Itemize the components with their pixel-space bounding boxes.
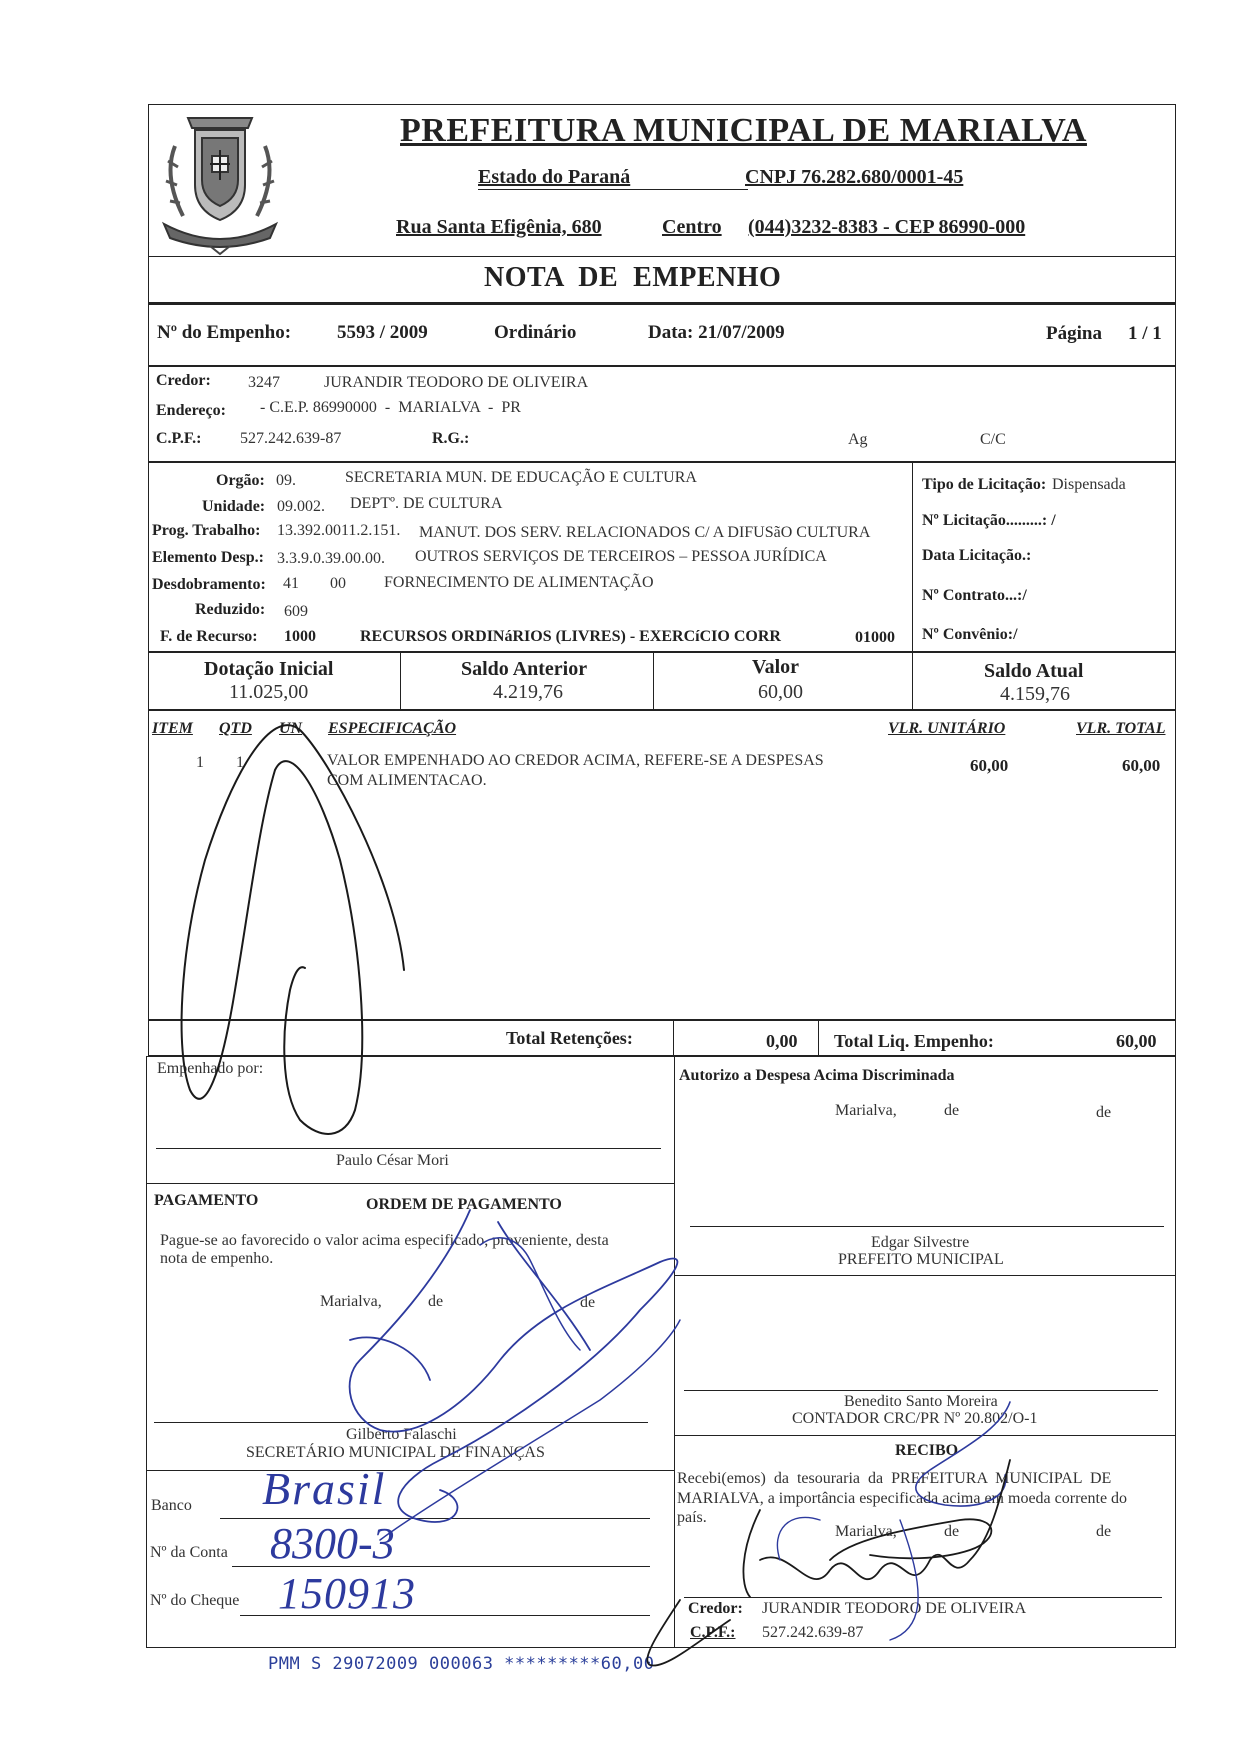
secretario-name: Gilberto Falaschi [346, 1426, 457, 1443]
desdobramento-label: Desdobramento: [152, 576, 266, 593]
phone-cep: (044)3232-8383 - CEP 86990-000 [748, 216, 1026, 238]
tipo-licitacao-value: Dispensada [1052, 476, 1126, 493]
numero-convenio: Nº Convênio:/ [922, 626, 1018, 643]
empenho-date: Data: 21/07/2009 [648, 322, 785, 343]
row-unit-value: 60,00 [970, 756, 1009, 775]
contador-role: CONTADOR CRC/PR Nº 20.802/O-1 [792, 1410, 1038, 1427]
elemento-code: 3.3.9.0.39.00.00. [277, 550, 385, 567]
recibo-signature-line [684, 1597, 1162, 1598]
recibo-text-1: Recebi(emos) da tesouraria da PREFEITURA MUNICIPAL DE [677, 1470, 1112, 1487]
credor-label: Credor: [156, 372, 211, 389]
desdobramento-code-2: 00 [330, 575, 346, 592]
prefeito-role: PREFEITO MUNICIPAL [838, 1251, 1004, 1268]
pagamento-text-1: Pague-se ao favorecido o valor acima especificado, proveniente, desta [160, 1232, 609, 1249]
prog-trabalho-code: 13.392.0011.2.151. [277, 522, 401, 539]
cpf-label: C.P.F.: [156, 430, 202, 447]
fonte-recurso-code-2: 01000 [855, 629, 895, 646]
autorizo-signature-line [690, 1226, 1164, 1227]
cheque-label: Nº do Cheque [150, 1592, 240, 1609]
pagamento-text-2: nota de empenho. [160, 1250, 274, 1267]
pagamento-city: Marialva, [320, 1293, 382, 1310]
recibo-title: RECIBO [895, 1442, 959, 1459]
page-label: Página [1046, 323, 1102, 344]
numero-contrato: Nº Contrato...:/ [922, 587, 1027, 604]
fonte-recurso-code: 1000 [284, 628, 316, 645]
reduzido-value: 609 [284, 603, 308, 620]
total-retencoes-value: 0,00 [766, 1031, 798, 1051]
conta-label: Nº da Conta [150, 1544, 228, 1561]
prefeito-name: Edgar Silvestre [871, 1234, 970, 1251]
pagamento-signature-line [154, 1422, 648, 1423]
elemento-label: Elemento Desp.: [152, 549, 264, 566]
autorizo-label: Autorizo a Despesa Acima Discriminada [679, 1067, 955, 1084]
desdobramento-name: FORNECIMENTO DE ALIMENTAÇÃO [384, 574, 654, 591]
endereco-label: Endereço: [156, 402, 226, 419]
pagamento-de-2: de [580, 1294, 596, 1311]
cnpj-label: CNPJ 76.282.680/0001-45 [745, 166, 964, 188]
contador-signature-line [684, 1390, 1158, 1391]
recibo-text-3: país. [677, 1509, 707, 1526]
empenhado-signature-line [156, 1148, 661, 1149]
autorizo-de-2: de [1096, 1104, 1112, 1121]
rg-label: R.G.: [432, 430, 470, 447]
tipo-licitacao-label: Tipo de Licitação: [922, 476, 1047, 493]
credor-code: 3247 [248, 374, 280, 391]
saldo-anterior-value: 4.219,76 [493, 681, 563, 703]
elemento-name: OUTROS SERVIÇOS DE TERCEIROS – PESSOA JURÍDICA [415, 548, 827, 565]
saldo-atual-label: Saldo Atual [984, 660, 1084, 682]
ordem-pagamento-label: ORDEM DE PAGAMENTO [366, 1196, 562, 1213]
empenhado-name: Paulo César Mori [336, 1152, 449, 1169]
district-name: Centro [662, 216, 722, 238]
recibo-credor-name: JURANDIR TEODORO DE OLIVEIRA [762, 1600, 1027, 1617]
recibo-de-1: de [944, 1523, 960, 1540]
conta-value-handwritten: 8300-3 [270, 1519, 395, 1568]
total-retencoes-label: Total Retenções: [506, 1028, 633, 1048]
prefeitura-title: PREFEITURA MUNICIPAL DE MARIALVA [400, 112, 1087, 149]
unidade-code: 09.002. [277, 498, 325, 515]
recibo-de-2: de [1096, 1523, 1112, 1540]
col-item-header: ITEM [152, 720, 193, 737]
ag-label: Ag [848, 431, 868, 448]
empenho-number: 5593 / 2009 [337, 322, 428, 343]
empenho-label: Nº do Empenho: [157, 322, 292, 343]
recibo-cpf-value: 527.242.639-87 [762, 1624, 864, 1641]
fonte-recurso-label: F. de Recurso: [160, 628, 258, 645]
coat-of-arms-logo [150, 106, 290, 256]
fonte-recurso-name: RECURSOS ORDINáRIOS (LIVRES) - EXERCíCIO CORR [360, 628, 781, 645]
dotacao-value: 11.025,00 [229, 681, 309, 703]
row-spec-line-2: COM ALIMENTACAO. [327, 772, 487, 789]
endereco-value: - C.E.P. 86990000 - MARIALVA - PR [260, 399, 521, 416]
banco-label: Banco [151, 1497, 192, 1514]
saldo-anterior-label: Saldo Anterior [461, 658, 588, 680]
col-unit-header: VLR. UNITÁRIO [888, 720, 1006, 737]
row-item: 1 [196, 754, 204, 771]
total-liq-value: 60,00 [1116, 1031, 1157, 1051]
totals-box [148, 1020, 1176, 1056]
cc-label: C/C [980, 431, 1006, 448]
street-address: Rua Santa Efigênia, 680 [396, 216, 602, 238]
data-licitacao: Data Licitação.: [922, 547, 1032, 564]
empenho-type: Ordinário [494, 322, 577, 343]
unidade-label: Unidade: [202, 498, 266, 515]
recibo-city: Marialva, [835, 1523, 897, 1540]
document-title: NOTA DE EMPENHO [484, 262, 782, 293]
recibo-text-2: MARIALVA, a importância especificada acima em moeda corrente do [677, 1490, 1128, 1507]
col-espec-header: ESPECIFICAÇÃO [328, 720, 457, 737]
page-number: 1 / 1 [1128, 323, 1162, 344]
col-total-header: VLR. TOTAL [1076, 720, 1166, 737]
numero-licitacao: Nº Licitação.........: / [922, 512, 1056, 529]
autorizo-city: Marialva, [835, 1102, 897, 1119]
valor-value: 60,00 [758, 681, 803, 703]
unidade-name: DEPTº. DE CULTURA [350, 495, 503, 512]
recibo-cpf-label: C.P.F.: [690, 1624, 736, 1641]
dotacao-label: Dotação Inicial [204, 658, 334, 680]
pagamento-label: PAGAMENTO [154, 1192, 259, 1209]
prog-trabalho-label: Prog. Trabalho: [152, 522, 261, 539]
cpf-value: 527.242.639-87 [240, 430, 342, 447]
secretario-role: SECRETÁRIO MUNICIPAL DE FINANÇAS [246, 1444, 545, 1461]
estado-label: Estado do Paraná [478, 166, 631, 188]
saldo-atual-value: 4.159,76 [1000, 683, 1070, 705]
row-total-value: 60,00 [1122, 756, 1161, 775]
desdobramento-code-1: 41 [283, 575, 299, 592]
recibo-credor-label: Credor: [688, 1600, 743, 1617]
credor-name: JURANDIR TEODORO DE OLIVEIRA [324, 374, 589, 391]
valor-label: Valor [752, 656, 800, 678]
empenhado-por-label: Empenhado por: [157, 1060, 264, 1077]
payment-stamp: PMM S 29072009 000063 *********60,00 [268, 1654, 655, 1674]
row-qtd: 1 [236, 754, 244, 771]
prog-trabalho-name: MANUT. DOS SERV. RELACIONADOS C/ A DIFUSãO CULTURA [419, 524, 871, 541]
autorizo-de-1: de [944, 1102, 960, 1119]
row-spec-line-1: VALOR EMPENHADO AO CREDOR ACIMA, REFERE-SE A DESPESAS [327, 752, 824, 769]
banco-value-handwritten: Brasil [262, 1463, 387, 1514]
contador-name: Benedito Santo Moreira [844, 1393, 998, 1410]
total-liq-label: Total Liq. Empenho: [834, 1031, 994, 1051]
pagamento-de-1: de [428, 1293, 444, 1310]
orgao-label: Orgão: [216, 472, 265, 489]
reduzido-label: Reduzido: [195, 601, 266, 618]
orgao-name: SECRETARIA MUN. DE EDUCAÇÃO E CULTURA [345, 469, 697, 486]
col-un-header: UN [279, 720, 303, 737]
cheque-value-handwritten: 150913 [278, 1569, 416, 1618]
col-qtd-header: QTD [219, 720, 252, 737]
orgao-code: 09. [276, 472, 296, 489]
